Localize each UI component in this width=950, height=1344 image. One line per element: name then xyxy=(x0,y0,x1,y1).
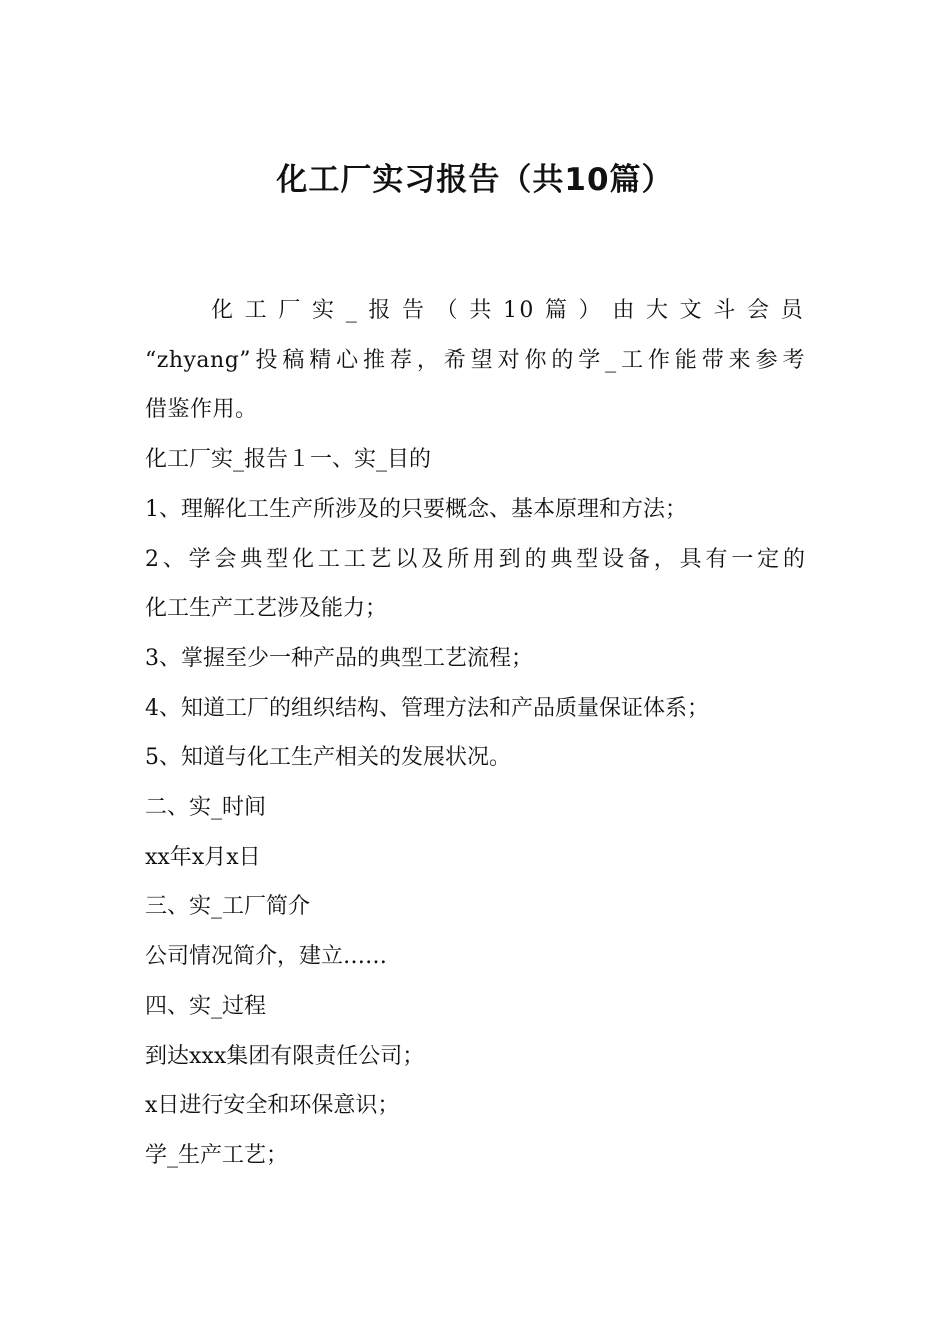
text-line: 化工生产工艺涉及能力； xyxy=(145,596,388,622)
section-heading: 四、实_过程 xyxy=(145,993,267,1019)
intro-paragraph-cont xyxy=(145,336,805,435)
text-line: xx年x月x日 xyxy=(145,844,261,870)
text-line: x日进行安全和环保意识； xyxy=(145,1093,400,1119)
section-heading: 二、实_时间 xyxy=(145,795,267,821)
list-item xyxy=(145,535,805,634)
intro-line: “zhyang”投稿精心推荐，希望对你的学_工作能带来参考 xyxy=(145,347,805,373)
text-line: 2、学会典型化工工艺以及所用到的典型设备，具有一定的 xyxy=(145,546,805,572)
document-title: 化工厂实习报告（共10篇） xyxy=(276,162,674,198)
intro-line: 借鉴作用。 xyxy=(145,397,258,423)
text-line: 4、知道工厂的组织结构、管理方法和产品质量保证体系； xyxy=(145,695,709,721)
text-line: 到达xxx集团有限责任公司； xyxy=(145,1043,425,1069)
text-line: 3、掌握至少一种产品的典型工艺流程； xyxy=(145,645,533,671)
text-line: 公司情况简介，建立…… xyxy=(145,944,388,970)
document-body xyxy=(145,286,805,1181)
text-line: 1、理解化工生产所涉及的只要概念、基本原理和方法； xyxy=(145,496,687,522)
text-line: 学_生产工艺； xyxy=(145,1142,289,1168)
intro-paragraph xyxy=(145,286,805,336)
text-line: 化工厂实_报告１一、实_目的 xyxy=(145,447,432,473)
text-line: 5、知道与化工生产相关的发展状况。 xyxy=(145,745,511,771)
section-heading: 三、实_工厂简介 xyxy=(145,894,311,920)
intro-line: 化 工 厂 实 _ 报 告 （ 共 10 篇 ） 由 大 文 斗 会 员 xyxy=(211,298,805,323)
